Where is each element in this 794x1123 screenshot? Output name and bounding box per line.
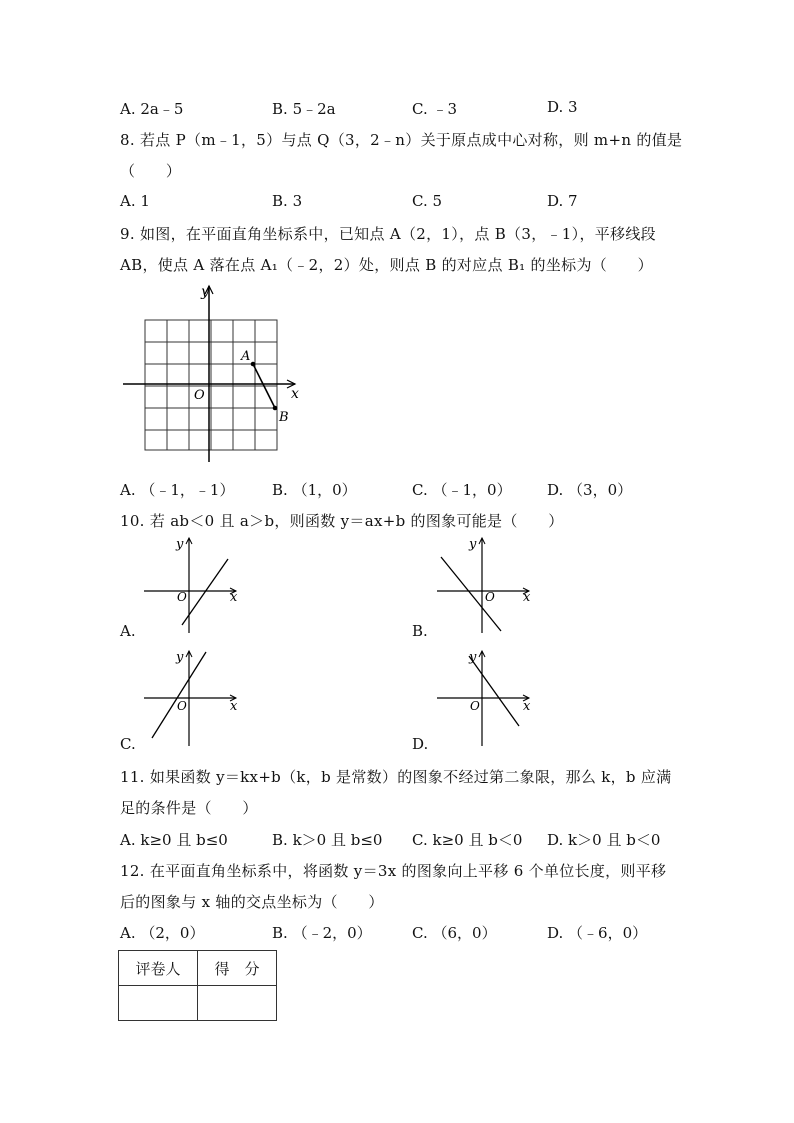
q11-option-d: D. k＞0 且 b＜0 <box>547 831 661 849</box>
q8-option-b: B. 3 <box>272 192 303 210</box>
q12-option-d: D. （﹣6，0） <box>547 924 648 942</box>
graph-b-x-label: x <box>523 590 531 605</box>
q9-point-a-label: A <box>241 349 251 364</box>
q9-stem-line2: AB，使点 A 落在点 A₁（﹣2，2）处，则点 B 的对应点 B₁ 的坐标为（ ） <box>120 256 653 274</box>
q10-option-a: A. <box>120 622 136 640</box>
q9-option-a: A. （﹣1，﹣1） <box>120 481 235 499</box>
graph-b-y-label: y <box>469 537 477 552</box>
q8-option-c: C. 5 <box>412 192 443 210</box>
q11-stem-line1: 11. 如果函数 y＝kx+b（k，b 是常数）的图象不经过第二象限，那么 k，b 应满 <box>120 768 672 786</box>
score-header: 得 分 <box>198 951 277 986</box>
q9-point-b <box>273 406 278 411</box>
score-table-header-row <box>119 951 277 986</box>
graph-d-y-label: y <box>469 650 477 665</box>
q11-option-a: A. k≥0 且 b≤0 <box>120 831 228 849</box>
q9-y-label: y <box>201 284 209 300</box>
score-table-entry-row <box>119 986 277 1021</box>
q11-option-c: C. k≥0 且 b＜0 <box>412 831 523 849</box>
graph-a-x-label: x <box>230 590 238 605</box>
q7-option-c: C. ﹣3 <box>412 100 458 118</box>
q10-option-b: B. <box>412 622 428 640</box>
score-cell[interactable] <box>198 986 277 1021</box>
graph-b-origin-label: O <box>485 590 495 604</box>
q8-option-d: D. 7 <box>547 192 578 210</box>
graph-d-x-label: x <box>523 699 531 714</box>
q8-stem-line1: 8. 若点 P（m﹣1，5）与点 Q（3，2﹣n）关于原点成中心对称，则 m+n 的值是 <box>120 131 683 149</box>
q10-graph-c <box>140 648 250 748</box>
q7-option-a: A. 2a﹣5 <box>120 100 184 118</box>
graph-d-line <box>469 656 519 726</box>
q9-grid <box>145 320 277 450</box>
q11-option-b: B. k＞0 且 b≤0 <box>272 831 383 849</box>
graph-c-origin-label: O <box>177 699 187 713</box>
score-table <box>118 950 277 1021</box>
q9-x-label: x <box>291 386 299 402</box>
q8-option-a: A. 1 <box>120 192 150 210</box>
q9-point-a <box>251 362 256 367</box>
q10-option-c: C. <box>120 735 136 753</box>
q7-option-b: B. 5﹣2a <box>272 100 336 118</box>
q8-stem-line2: （ ） <box>120 162 182 180</box>
q10-option-d: D. <box>412 735 429 753</box>
q10-stem: 10. 若 ab＜0 且 a＞b，则函数 y＝ax+b 的图象可能是（ ） <box>120 512 564 530</box>
graph-d-origin-label: O <box>470 699 480 713</box>
q9-coordinate-figure <box>115 280 315 470</box>
grader-cell[interactable] <box>119 986 198 1021</box>
graph-a-y-label: y <box>176 537 184 552</box>
q12-option-c: C. （6，0） <box>412 924 497 942</box>
q12-stem-line1: 12. 在平面直角坐标系中，将函数 y＝3x 的图象向上平移 6 个单位长度，则平移 <box>120 862 667 880</box>
graph-a-origin-label: O <box>177 590 187 604</box>
q12-option-a: A. （2，0） <box>120 924 205 942</box>
q11-stem-line2: 足的条件是（ ） <box>120 799 258 817</box>
q10-graph-b <box>433 535 543 635</box>
q10-graph-a <box>140 535 250 635</box>
q9-option-d: D. （3，0） <box>547 481 633 499</box>
graph-c-x-label: x <box>230 699 238 714</box>
q7-option-d: D. 3 <box>547 98 578 116</box>
q10-graph-d <box>433 648 543 748</box>
q9-stem-line1: 9. 如图，在平面直角坐标系中，已知点 A（2，1），点 B（3，﹣1），平移线段 <box>120 225 656 243</box>
graph-c-y-label: y <box>176 650 184 665</box>
q12-option-b: B. （﹣2，0） <box>272 924 372 942</box>
q9-option-b: B. （1，0） <box>272 481 357 499</box>
q9-origin-label: O <box>194 388 205 403</box>
q12-stem-line2: 后的图象与 x 轴的交点坐标为（ ） <box>120 893 384 911</box>
q9-point-b-label: B <box>279 410 289 425</box>
grader-header: 评卷人 <box>119 951 198 986</box>
q9-option-c: C. （﹣1，0） <box>412 481 512 499</box>
